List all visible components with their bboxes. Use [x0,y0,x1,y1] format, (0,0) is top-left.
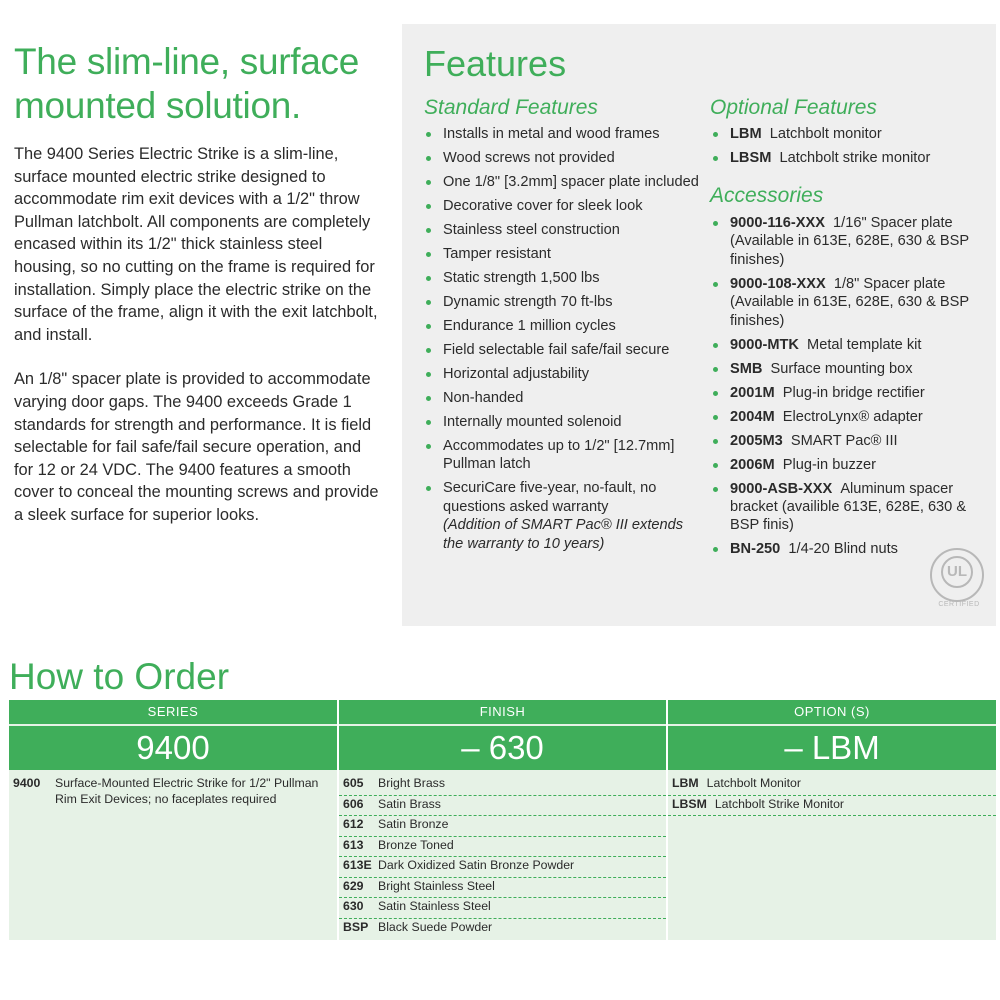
series-value: 9400 [9,726,337,770]
standard-feature-text: Installs in metal and wood frames [443,126,660,142]
standard-features-list [422,125,702,559]
accessory-item-desc: Plug-in buzzer [782,456,877,473]
standard-feature-item [422,413,702,431]
features-title: Features [424,43,567,84]
series-header: SERIES [9,700,337,724]
accessory-item-code: 9000-108-XXX [730,275,826,292]
order-row [668,796,996,817]
order-row-code: LBSM [672,796,707,811]
standard-feature-text: Endurance 1 million cycles [443,318,616,334]
accessory-item-desc: 1/8" Spacer plate (Available in 613E, 628E, 630 & BSP finishes) [730,275,969,329]
accessory-item [709,432,989,450]
accessory-item-desc: Plug-in bridge rectifier [782,384,925,401]
features-panel [402,24,996,626]
accessory-item-code: 2004M [730,408,775,425]
accessory-item-desc: SMART Pac® III [790,432,898,449]
order-row-code: LBM [672,776,699,790]
accessory-item-code: 2005M3 [730,432,783,449]
order-row [339,796,666,817]
intro-paragraph-2: An 1/8" spacer plate is provided to accommodate varying door gaps. The 9400 exceeds Grade 1 standards for strength and performance. It is field selectable for fail safe/fail secure operation, and for 12 or 24 VDC. The 9400 features a smooth cover to conceal the mounting screws and provide a sleek surface for superior looks. [14,370,379,524]
order-row-desc: Satin Brass [378,796,441,811]
order-row-code: BSP [343,919,369,934]
order-row [9,775,337,810]
standard-feature-item [422,245,702,263]
standard-feature-item [422,173,702,191]
accessory-item-code: 9000-ASB-XXX [730,480,833,497]
standard-feature-text: Dynamic strength 70 ft-lbs [443,294,613,310]
option-value: – LBM [668,726,996,770]
order-row [339,857,666,878]
standard-feature-item [422,317,702,335]
order-row-code: 629 [343,878,364,893]
order-row-desc: Bright Brass [378,776,445,790]
standard-feature-text: Static strength 1,500 lbs [443,270,600,286]
order-row-desc: Dark Oxidized Satin Bronze Powder [378,858,575,872]
optional-feature-item [709,149,989,167]
order-row-desc: Bronze Toned [378,837,454,852]
standard-feature-text: Internally mounted solenoid [443,414,622,430]
order-row [668,775,996,796]
accessory-item [709,456,989,474]
standard-feature-text: Decorative cover for sleek look [443,198,643,214]
accessories-list [709,214,989,564]
standard-feature-item [422,437,702,474]
standard-feature-text: Accommodates up to 1/2" [12.7mm] Pullman latch [443,438,675,473]
standard-feature-item [422,389,702,407]
accessory-item [709,408,989,426]
accessory-item-desc: Surface mounting box [770,360,913,377]
accessory-item [709,480,989,535]
ul-certified-text: CERTIFIED [938,601,980,608]
series-column [9,700,337,940]
standard-features-heading: Standard Features [424,96,598,119]
order-row [339,816,666,837]
standard-feature-text: SecuriCare five-year, no-fault, no questions asked warranty [443,480,657,515]
optional-feature-item-code: LBSM [730,150,772,166]
accessory-item [709,275,989,330]
finish-rows [339,775,666,938]
standard-feature-item [422,293,702,311]
order-row-code: 606 [343,796,364,811]
optional-feature-item-code: LBM [730,126,762,142]
intro-section [14,40,384,527]
order-row-desc: Surface-Mounted Electric Strike for 1/2" Pullman Rim Exit Devices; no faceplates required [55,776,319,806]
accessory-item-desc: Metal template kit [807,336,922,353]
order-row [339,775,666,796]
accessory-item-code: SMB [730,360,763,377]
accessory-item-code: 2001M [730,384,775,401]
order-row-code: 613 [343,837,364,852]
order-row-desc: Satin Stainless Steel [378,899,491,913]
order-row [339,878,666,899]
intro-paragraph-1: The 9400 Series Electric Strike is a slim-line, surface mounted electric strike designed to accommodate rim exit devices with a 1/2" throw Pullman latchbolt. All components are completely encased within its 1/2" thick stainless steel housing, so no cutting on the frame is required for installation. Simply place the electric strike on the surface of the frame, align it with the exit latchbolt, and install. [14,145,378,344]
series-rows [9,775,337,810]
optional-feature-item-desc: Latchbolt strike monitor [779,150,931,166]
order-row-desc: Black Suede Powder [378,919,493,934]
intro-title [14,40,384,128]
standard-feature-item [422,149,702,167]
intro-title-line1: The slim-line, surface [14,41,360,82]
order-row-code: 9400 [13,776,41,790]
accessory-item-code: BN-250 [730,541,781,558]
ul-certified-logo [930,548,984,608]
option-rows [668,775,996,816]
order-row-desc: Satin Bronze [378,817,449,831]
standard-feature-item [422,479,702,553]
order-row [339,837,666,858]
standard-feature-item [422,221,702,239]
order-row-desc: Bright Stainless Steel [378,878,495,893]
finish-header: FINISH [339,700,666,724]
order-row-code: 612 [343,817,364,831]
accessory-item-code: 9000-116-XXX [730,215,825,231]
standard-feature-item [422,125,702,143]
ul-mark-text: UL [941,556,973,588]
standard-feature-item [422,341,702,359]
accessory-item-desc: Aluminum spacer bracket (availible 613E, 628E, 630 & BSP finis) [730,480,967,534]
order-row-desc: Latchbolt Monitor [706,776,801,790]
warranty-note: (Addition of SMART Pac® III extends the warranty to 10 years) [443,517,684,552]
finish-column [339,700,666,940]
optional-features-list [709,125,989,173]
standard-feature-text: Tamper resistant [443,246,551,262]
option-header: OPTION (S) [668,700,996,724]
standard-feature-text: One 1/8" [3.2mm] spacer plate included [443,174,699,190]
accessories-heading: Accessories [710,184,824,207]
optional-feature-item [709,125,989,143]
option-column [668,700,996,940]
standard-feature-text: Non-handed [443,390,524,406]
standard-feature-text: Field selectable fail safe/fail secure [443,342,670,358]
standard-feature-item [422,269,702,287]
accessory-item-code: 2006M [730,456,775,473]
accessory-item-code: 9000-MTK [730,336,799,353]
order-row-code: 613E [343,858,372,872]
accessory-item-desc: 1/16" Spacer plate (Available in 613E, 628E, 630 & BSP finishes) [730,215,969,268]
finish-value: – 630 [339,726,666,770]
order-row-desc: Latchbolt Strike Monitor [714,796,845,811]
accessory-item [709,384,989,402]
standard-feature-text: Stainless steel construction [443,222,620,238]
accessory-item [709,360,989,378]
optional-features-heading: Optional Features [710,96,877,119]
accessory-item [709,336,989,354]
standard-feature-item [422,197,702,215]
order-row [339,898,666,919]
intro-title-line2: mounted solution. [14,85,301,126]
accessory-item-desc: 1/4-20 Blind nuts [788,541,898,558]
accessory-item [709,214,989,269]
how-to-order-title: How to Order [9,656,230,697]
order-table [9,700,996,940]
order-row [339,919,666,939]
order-row-code: 605 [343,776,364,790]
standard-feature-text: Wood screws not provided [443,150,615,166]
accessory-item-desc: ElectroLynx® adapter [782,408,923,425]
standard-feature-text: Horizontal adjustability [443,366,590,382]
optional-feature-item-desc: Latchbolt monitor [769,126,882,142]
standard-feature-item [422,365,702,383]
order-row-code: 630 [343,899,364,913]
